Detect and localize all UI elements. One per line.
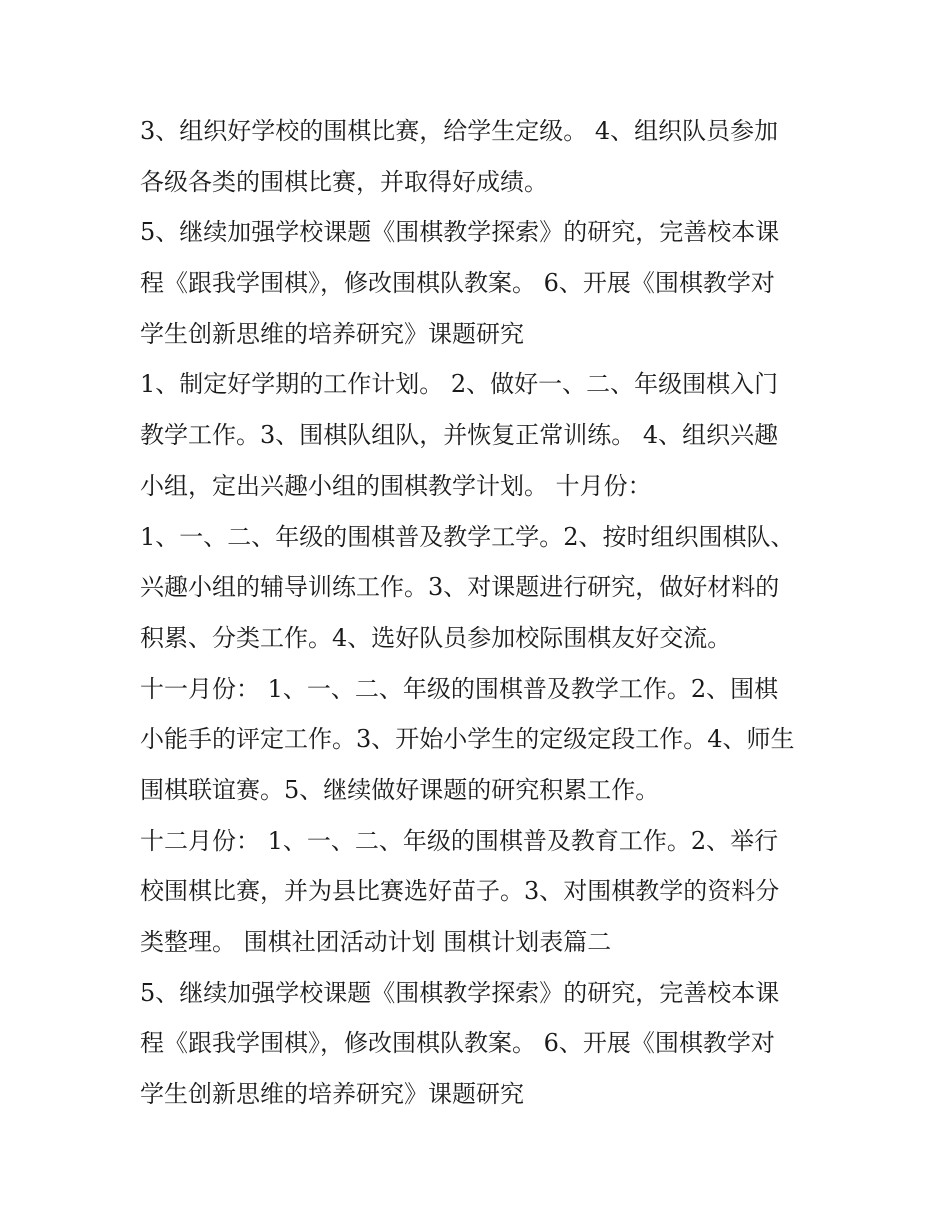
text-line: 类整理。 围棋社团活动计划 围棋计划表篇二 <box>140 928 612 956</box>
text-line: 各级各类的围棋比赛，并取得好成绩。 <box>140 167 548 196</box>
text-line: 教学工作。3、围棋队组队，并恢复正常训练。 4、组织兴趣 <box>140 421 779 450</box>
text-line: 5、继续加强学校课题《围棋教学探索》的研究，完善校本课 <box>140 218 780 247</box>
text-line: 3、组织好学校的围棋比赛，给学生定级。 4、组织队员参加 <box>140 117 779 145</box>
text-line: 围棋联谊赛。5、继续做好课题的研究积累工作。 <box>140 775 660 804</box>
text-line: 学生创新思维的培养研究》课题研究 <box>140 1080 524 1109</box>
text-line: 兴趣小组的辅导训练工作。3、对课题进行研究，做好材料的 <box>140 573 780 602</box>
text-line: 1、制定好学期的工作计划。 2、做好一、二、年级围棋入门 <box>140 370 779 399</box>
text-line: 程《跟我学围棋》，修改围棋队教案。 6、开展《围棋教学对 <box>140 269 775 298</box>
text-line: 校围棋比赛，并为县比赛选好苗子。3、对围棋教学的资料分 <box>140 877 780 906</box>
text-line: 程《跟我学围棋》，修改围棋队教案。 6、开展《围棋教学对 <box>140 1029 775 1058</box>
text-line: 十一月份： 1、一、二、年级的围棋普及教学工作。2、围棋 <box>140 674 779 703</box>
document-body <box>140 106 820 1120</box>
text-line: 小组，定出兴趣小组的围棋教学计划。 十月份： <box>140 471 652 500</box>
text-line: 1、一、二、年级的围棋普及教学工学。2、按时组织围棋队、 <box>140 522 795 551</box>
text-line: 十二月份： 1、一、二、年级的围棋普及教育工作。2、举行 <box>140 826 779 855</box>
text-line: 5、继续加强学校课题《围棋教学探索》的研究，完善校本课 <box>140 978 780 1007</box>
text-line: 积累、分类工作。4、选好队员参加校际围棋友好交流。 <box>140 623 732 652</box>
text-line: 小能手的评定工作。3、开始小学生的定级定段工作。4、师生 <box>140 725 795 754</box>
text-line: 学生创新思维的培养研究》课题研究 <box>140 319 524 348</box>
